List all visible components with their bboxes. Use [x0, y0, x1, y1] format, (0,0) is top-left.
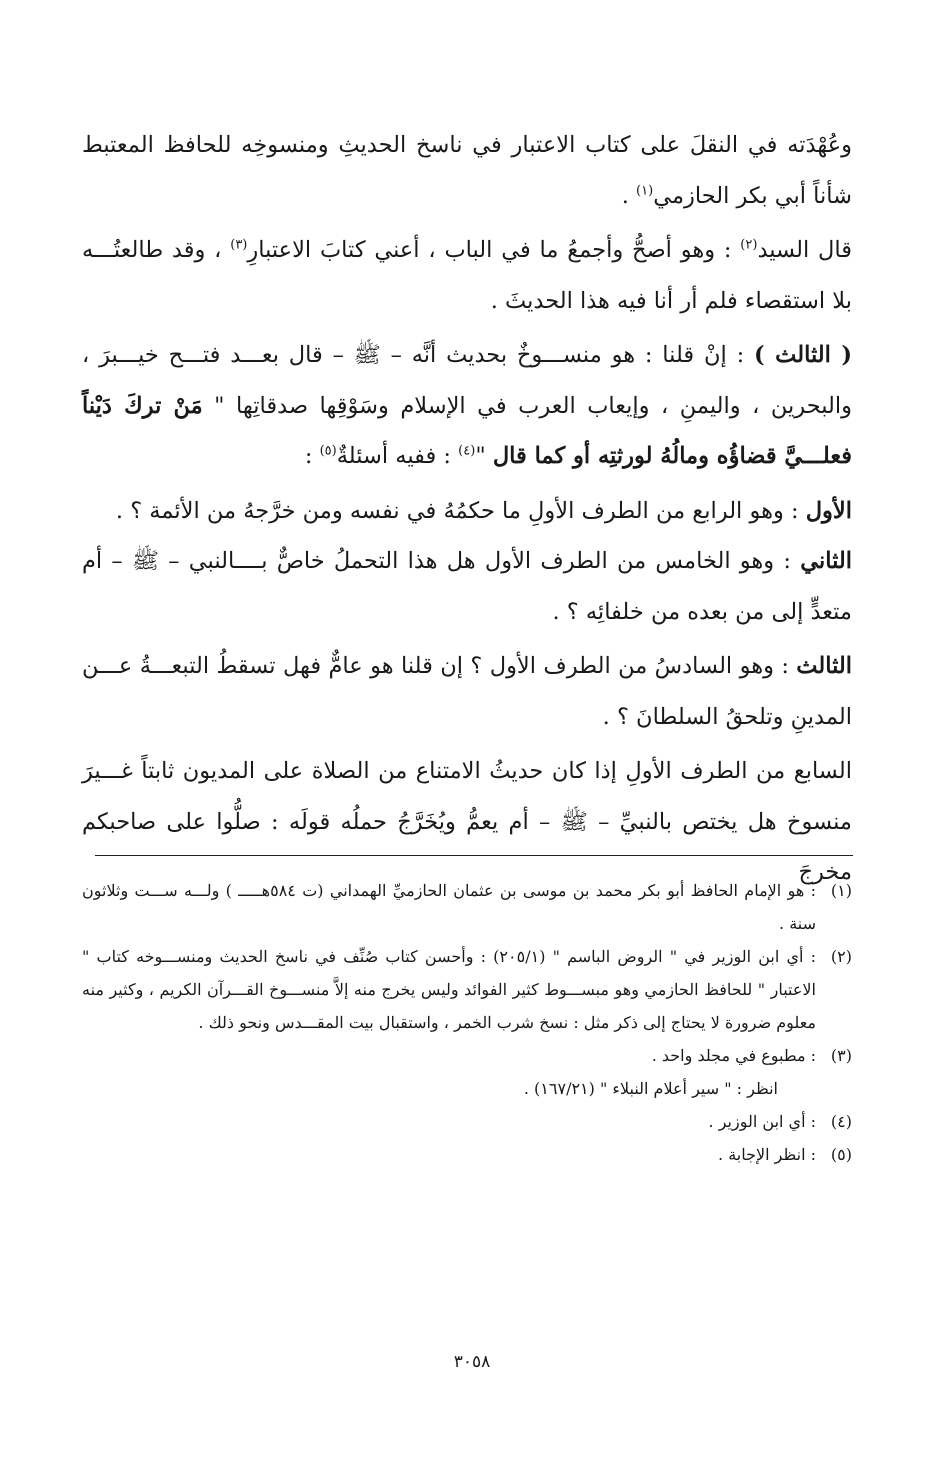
footnote-text: : هو الإمام الحافظ أبو بكر محمد بن موسى بن عثمان الحازميِّ الهمداني (ت ٥٨٤هـــــ ) ولـــه ســـت وثلاثون سنة . [82, 881, 817, 933]
main-text [82, 120, 852, 898]
footnote-ref-3[interactable]: (٣) [230, 237, 248, 253]
footnote-number: (٢) [830, 947, 852, 966]
footnote-number: (٣) [830, 1046, 852, 1065]
footnote-number: (١) [830, 881, 852, 900]
footnote-number: (٤) [830, 1112, 852, 1131]
footnote-5 [82, 1138, 852, 1171]
paragraph-3: ( الثالث ) : إنْ قلنا : هو منســـوخٌ بحديث أنَّه – ﷺ – قال بعـــد فتـــح خيـــبرَ ، والبحرين ، واليمنِ ، وإيعاب العرب في الإسلام وسَوْقِها صدقاتِها " مَنْ تركَ دَيْناً فعلـــيَّ قضاؤُه ومالُهُ لورثتِه أو كما قال "$^{(٤)}$ : ففيه أسئلةٌ$^{(٥)}$ : [82, 342, 852, 469]
paragraph-7: السابع من الطرف الأولِ إذا كان حديثُ الامتناع من الصلاة على المديون ثابتاً غـــيرَ منسوخ هل يختص بالنبيِّ – ﷺ – أم يعمُّ ويُخَرَّجُ حملُه قولَه : صلُّوا على صاحبكم مخرجَ [82, 758, 852, 885]
paragraph-6: الثالث : وهو السادسُ من الطرف الأول ؟ إن قلنا هو عامٌّ فهل تسقطُ التبعـــةُ عـــن المدينِ وتلحقُ السلطانَ ؟ . [82, 653, 852, 730]
footnote-text: انظر : " سير أعلام النبلاء " (١٦٧/٢١) . [523, 1079, 778, 1098]
footnote-ref-4[interactable]: (٤) [458, 443, 476, 459]
footnote-ref-2[interactable]: (٢) [740, 237, 758, 253]
paragraph-5: الثاني : وهو الخامس من الطرف الأول هل هذا التحملُ خاصٌّ بــــالنبي – ﷺ – أم متعدٍّ إلى من بعده من خلفائِه ؟ . [82, 548, 852, 625]
footnote-text: : أي ابن الوزير . [708, 1112, 816, 1131]
footnote-ref-1[interactable]: (١) [636, 183, 654, 198]
footnote-text: : أي ابن الوزير في " الروض الباسم " (٢٠٥/١) : وأحسن كتاب صُنِّف في ناسخ الحديث ومنســـوخه كتاب " الاعتبار " للحافظ الحازمي وهو مبســـوط كثير الفوائد وليس يخرج منه إلاَّ منســـوخ القـــرآن الكريم ، وكثير منه معلوم ضرورة لا يحتاج إلى ذكر مثل : نسخ شرب الخمر ، واستقبال بيت المقـــدس ونحو ذلك . [82, 947, 817, 1032]
footnote-2 [82, 940, 852, 1039]
footnote-3-continuation [82, 1072, 852, 1105]
footnote-3 [82, 1039, 852, 1072]
paragraph-2: قال السيد$^{(٢)}$ : وهو أصحُّ وأجمعُ ما في الباب ، أعني كتابَ الاعتبارِ$^{(٣)}$ ، وقد طالعتُـــه بلا استقصاء فلم أر أنا فيه هذا الحديثَ . [82, 237, 852, 314]
page-number: ٣٠٥٨ [453, 1352, 491, 1372]
footnote-separator [95, 855, 853, 856]
footnotes [82, 874, 852, 1171]
footnote-4 [82, 1105, 852, 1138]
footnote-1 [82, 874, 852, 940]
footnote-text: : انظر الإجابة . [718, 1145, 816, 1164]
footnote-text: : مطبوع في مجلد واحد . [651, 1046, 816, 1065]
footnote-ref-5[interactable]: (٥) [319, 443, 337, 459]
paragraph-1: وعُهْدَته في النقلَ على كتاب الاعتبار في ناسخ الحديثِ ومنسوخِه للحافظ المعتبط شأناً أبي بكر الحازمي$^{(١)}$ . [82, 132, 852, 209]
footnote-number: (٥) [830, 1145, 852, 1164]
paragraph-4: الأول : وهو الرابع من الطرف الأولِ ما حكمُهُ في نفسه ومن خرَّجهُ من الأئمة ؟ . [115, 497, 852, 524]
